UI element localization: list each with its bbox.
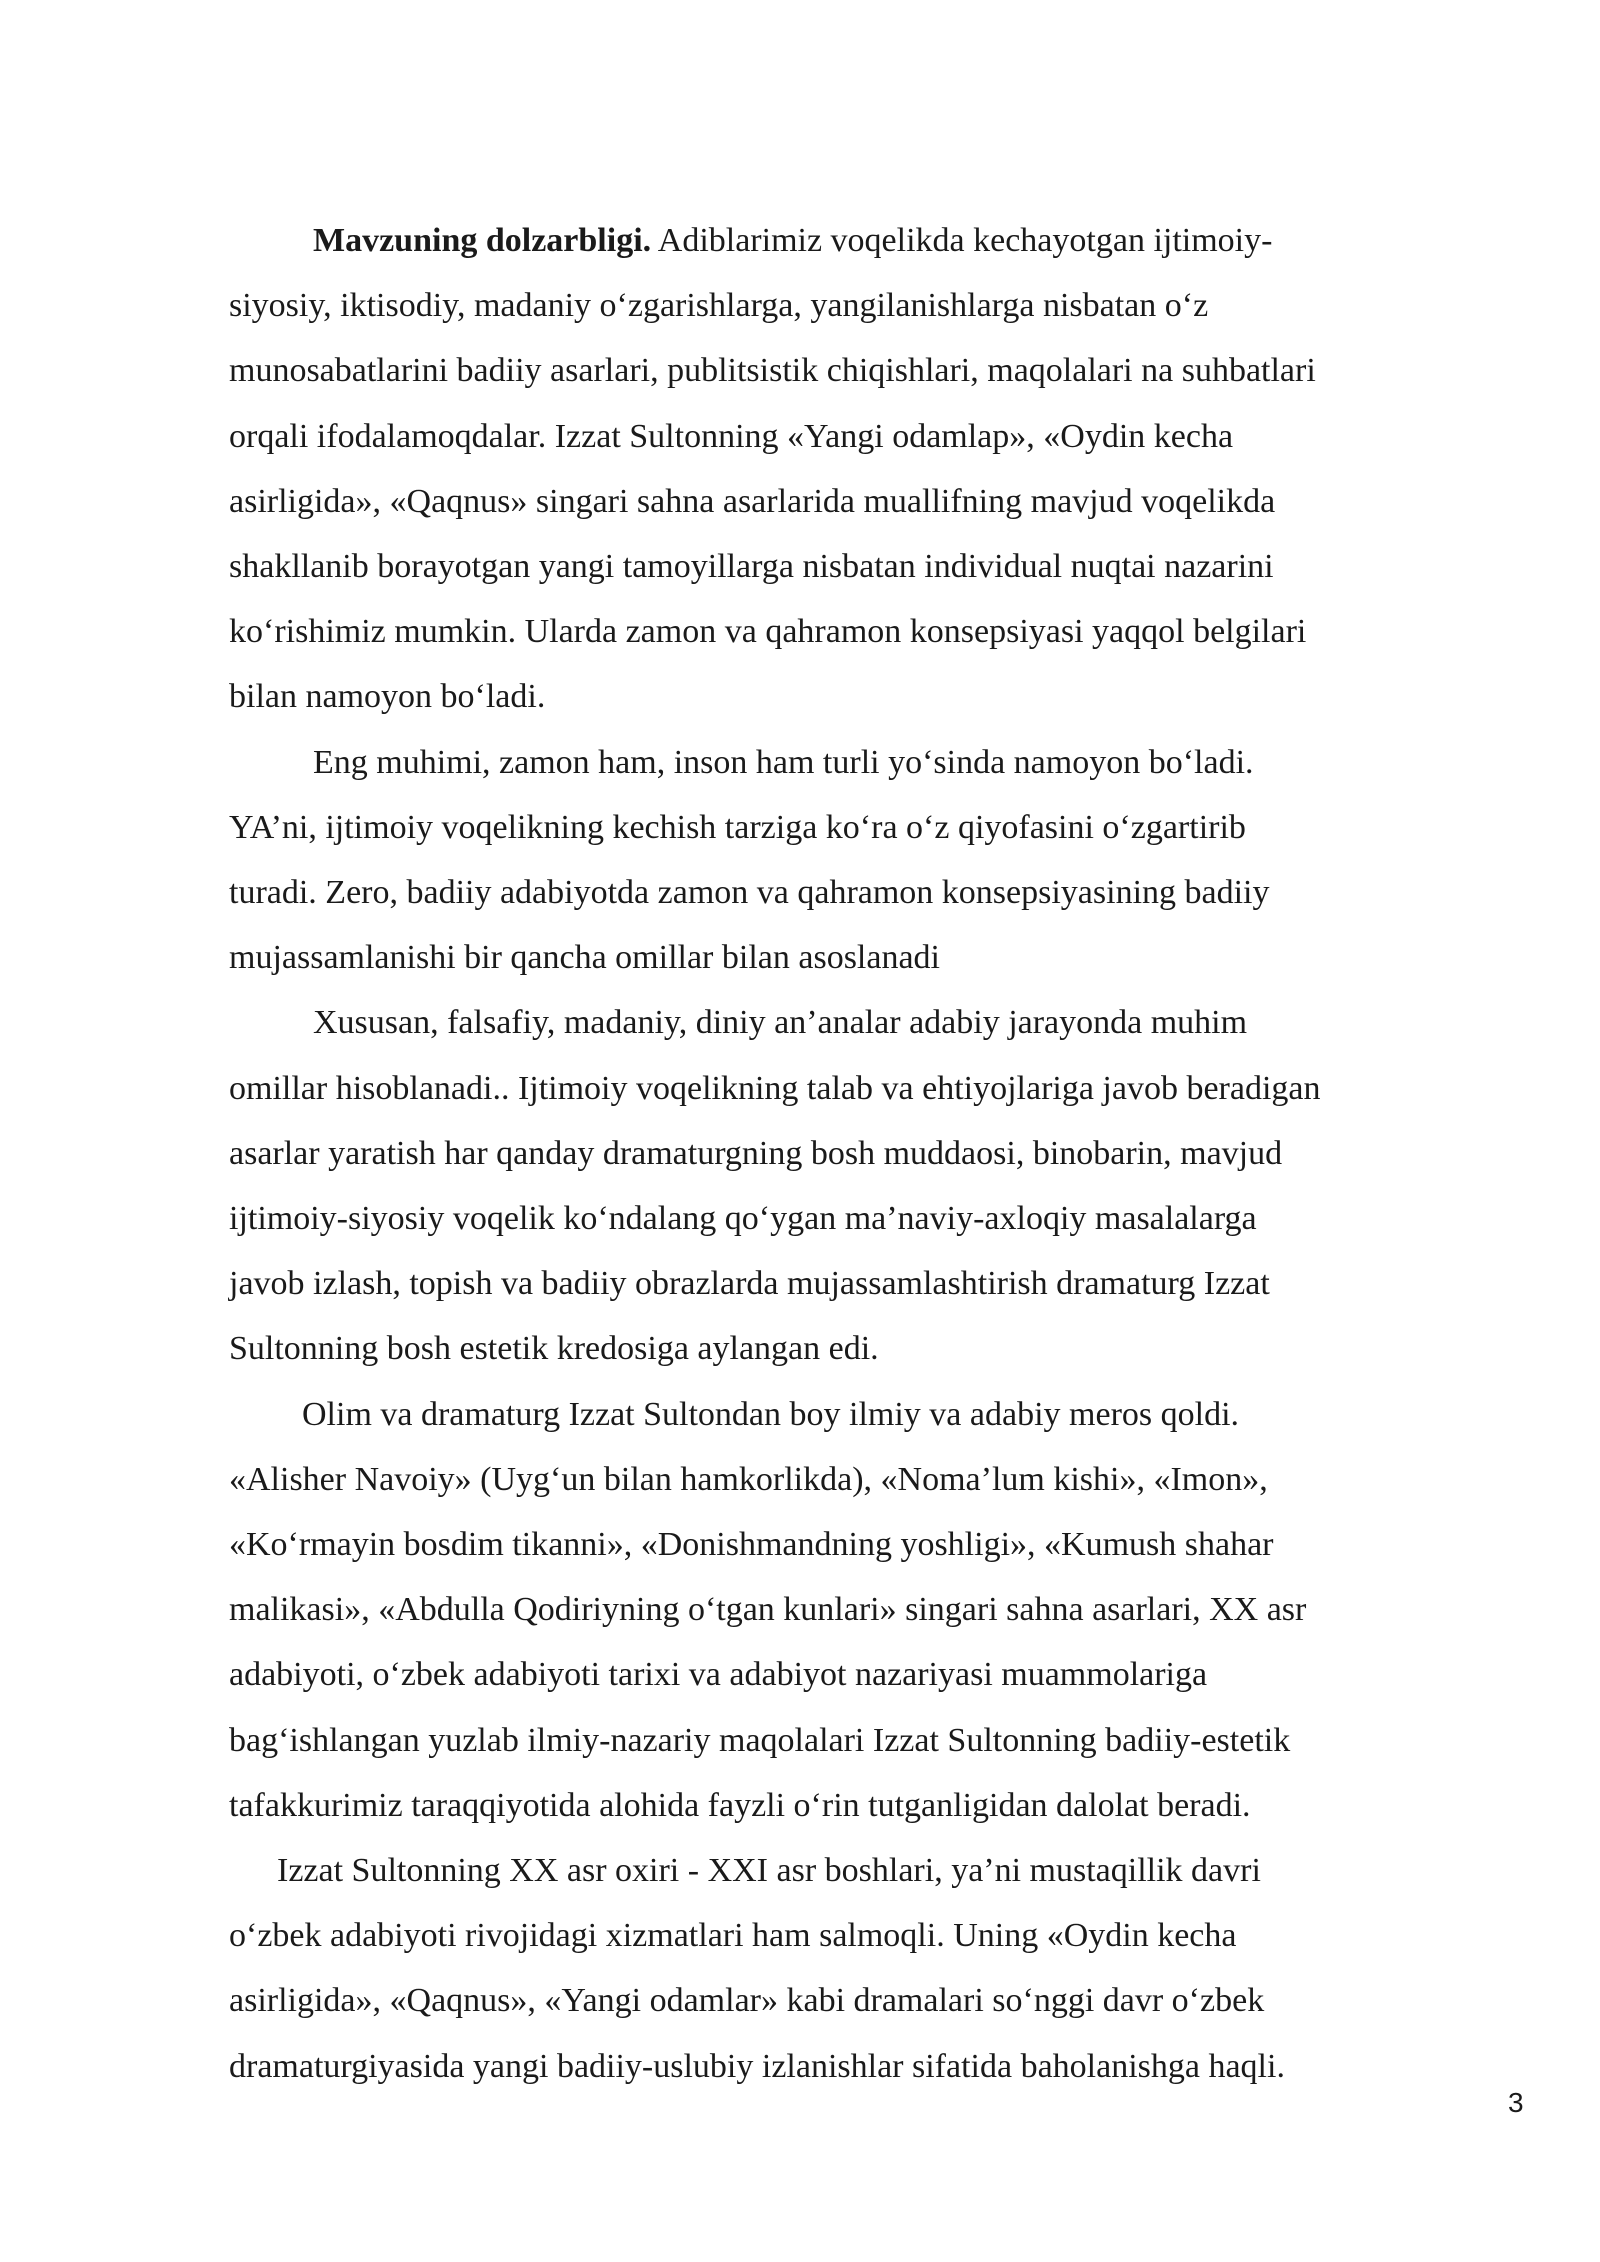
text-line: javob izlash, topish va badiiy obrazlarda mujassamlashtirish dramaturg Izzat [229,1265,1270,1303]
text-line: siyosiy, iktisodiy, madaniy o‘zgarishlarga, yangilanishlarga nisbatan o‘z [229,287,1209,325]
text-line: bag‘ishlangan yuzlab ilmiy-nazariy maqolalari Izzat Sultonning badiiy-estetik [229,1721,1291,1759]
section-heading: Mavzuning dolzarbligi. [313,222,652,259]
text-line: Izzat Sultonning XX asr oxiri - XXI asr boshlari, ya’ni mustaqillik davri [277,1852,1261,1890]
text-line: shakllanib borayotgan yangi tamoyillarga nisbatan individual nuqtai nazarini [229,548,1274,586]
text-line: asirligida», «Qaqnus» singari sahna asarlarida muallifning mavjud voqelikda [229,482,1276,520]
text-line: turadi. Zero, badiiy adabiyotda zamon va qahramon konsepsiyasining badiiy [229,874,1270,912]
text-line: omillar hisoblanadi.. Ijtimoiy voqelikning talab va ehtiyojlariga javob beradigan [229,1069,1321,1107]
paragraph-1-line-1 [229,208,1479,273]
text-line: munosabatlarini badiiy asarlari, publitsistik chiqishlari, maqolalari na suhbatlari [229,352,1316,390]
text-line: adabiyoti, o‘zbek adabiyoti tarixi va adabiyot nazariyasi muammolariga [229,1656,1208,1694]
text-line: Xususan, falsafiy, madaniy, diniy an’analar adabiy jarayonda muhim [313,1004,1248,1042]
text-line: o‘zbek adabiyoti rivojidagi xizmatlari ham salmoqli. Uning «Oydin kecha [229,1917,1237,1955]
text-line: tafakkurimiz taraqqiyotida alohida fayzli o‘rin tutganligidan dalolat beradi. [229,1786,1251,1824]
text-line: ko‘rishimiz mumkin. Ularda zamon va qahramon konsepsiyasi yaqqol belgilari [229,613,1307,651]
text-line: Sultonning bosh estetik kredosiga aylangan edi. [229,1330,879,1368]
text-line: mujassamlanishi bir qancha omillar bilan asoslanadi [229,939,940,977]
text-line: Olim va dramaturg Izzat Sultondan boy ilmiy va adabiy meros qoldi. [302,1395,1240,1433]
text-line: YA’ni, ijtimoiy voqelikning kechish tarziga ko‘ra o‘z qiyofasini o‘zgartirib [229,808,1246,846]
text-line: malikasi», «Abdulla Qodiriyning o‘tgan kunlari» singari sahna asarlari, XX asr [229,1591,1307,1629]
text-line: asarlar yaratish har qanday dramaturgning bosh muddaosi, binobarin, mavjud [229,1134,1283,1172]
text-line: orqali ifodalamoqdalar. Izzat Sultonning «Yangi odamlap», «Oydin kecha [229,417,1234,455]
text-line: «Ko‘rmayin bosdim tikanni», «Donishmandning yoshligi», «Kumush shahar [229,1526,1274,1564]
text-line: «Alisher Navoiy» (Uyg‘un bilan hamkorlikda), «Noma’lum kishi», «Imon», [229,1460,1268,1498]
text-line: dramaturgiyasida yangi badiiy-uslubiy izlanishlar sifatida baholanishga haqli. [229,2047,1285,2085]
text-line: Adiblarimiz voqelikda kechayotgan ijtimoiy- [651,222,1273,259]
page-number: 3 [1508,2087,1524,2118]
text-line: asirligida», «Qaqnus», «Yangi odamlar» kabi dramalari so‘nggi davr o‘zbek [229,1982,1265,2020]
text-line: ijtimoiy-siyosiy voqelik ko‘ndalang qo‘ygan ma’naviy-axloqiy masalalarga [229,1200,1257,1238]
body-text [229,208,1479,2099]
text-line: Eng muhimi, zamon ham, inson ham turli yo‘sinda namoyon bo‘ladi. [313,743,1254,781]
text-line: bilan namoyon bo‘ladi. [229,678,546,716]
